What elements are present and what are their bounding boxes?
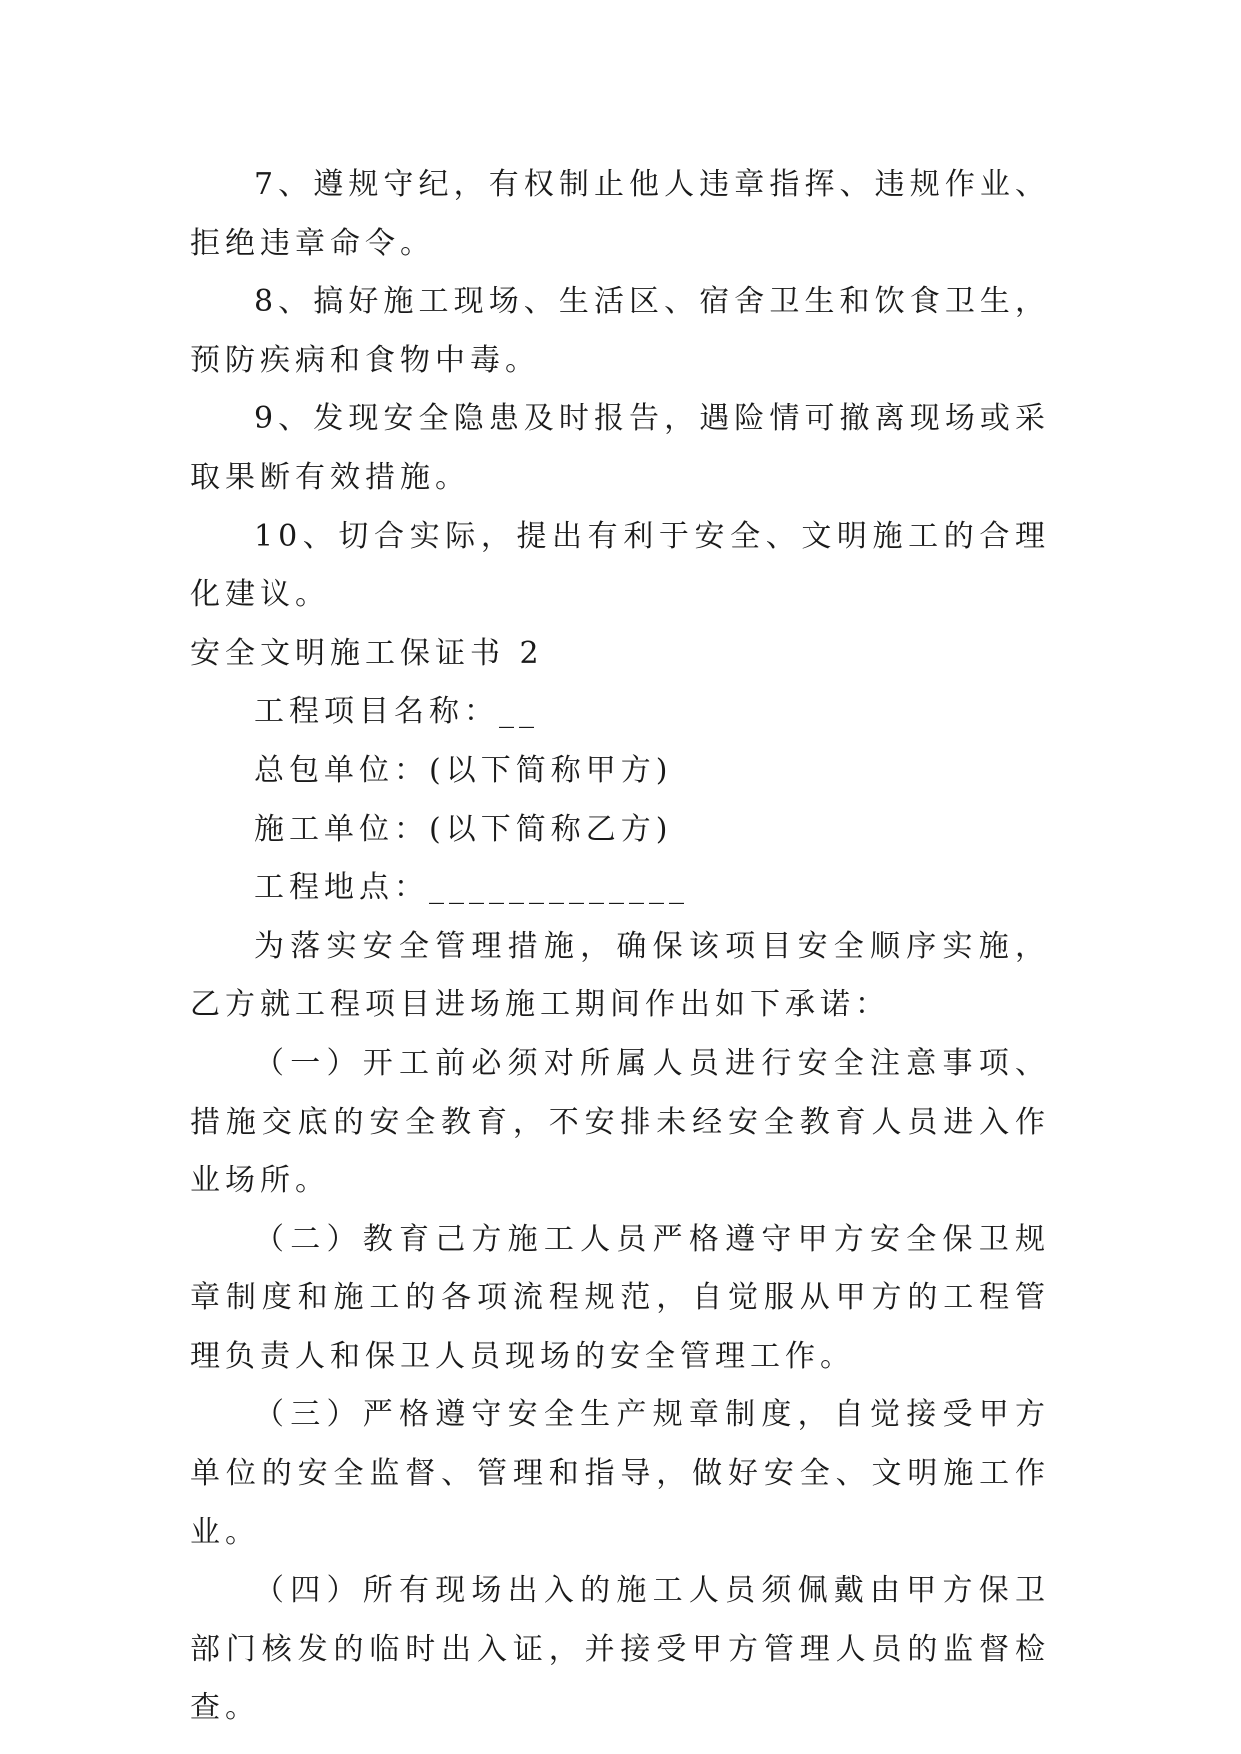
item-9: 9、发现安全隐患及时报告，遇险情可撤离现场或采取果断有效措施。 bbox=[190, 401, 1050, 495]
construction-unit-field: 施工单位：(以下简称乙方) bbox=[254, 811, 673, 847]
project-location-field: 工程地点：_____________ bbox=[254, 870, 689, 906]
item-8: 8、搞好施工现场、生活区、宿舍卫生和饮食卫生，预防疾病和食物中毒。 bbox=[190, 284, 1050, 378]
item-10: 10、切合实际，提出有利于安全、文明施工的合理化建议。 bbox=[190, 518, 1050, 613]
clause-1: （一）开工前必须对所属人员进行安全注意事项、措施交底的安全教育，不安排未经安全教育人员进入作业场所。 bbox=[190, 1045, 1050, 1199]
intro-paragraph: 为落实安全管理措施，确保该项目安全顺序实施，乙方就工程项目进场施工期间作出如下承诺： bbox=[190, 928, 1050, 1023]
project-name-field: 工程项目名称：__ bbox=[254, 694, 539, 730]
document-body bbox=[190, 156, 1050, 1738]
clause-2: （二）教育己方施工人员严格遵守甲方安全保卫规章制度和施工的各项流程规范，自觉服从甲方的工程管理负责人和保卫人员现场的安全管理工作。 bbox=[190, 1221, 1050, 1374]
item-7: 7、遵规守纪，有权制止他人违章指挥、违规作业、拒绝违章命令。 bbox=[190, 167, 1050, 261]
clause-4: （四）所有现场出入的施工人员须佩戴由甲方保卫部门核发的临时出入证，并接受甲方管理人员的监督检查。 bbox=[190, 1573, 1050, 1726]
contractor-field: 总包单位：(以下简称甲方) bbox=[254, 752, 673, 788]
clause-3: （三）严格遵守安全生产规章制度，自觉接受甲方单位的安全监督、管理和指导，做好安全、文明施工作业。 bbox=[190, 1397, 1050, 1550]
section-title: 安全文明施工保证书 2 bbox=[190, 635, 544, 671]
